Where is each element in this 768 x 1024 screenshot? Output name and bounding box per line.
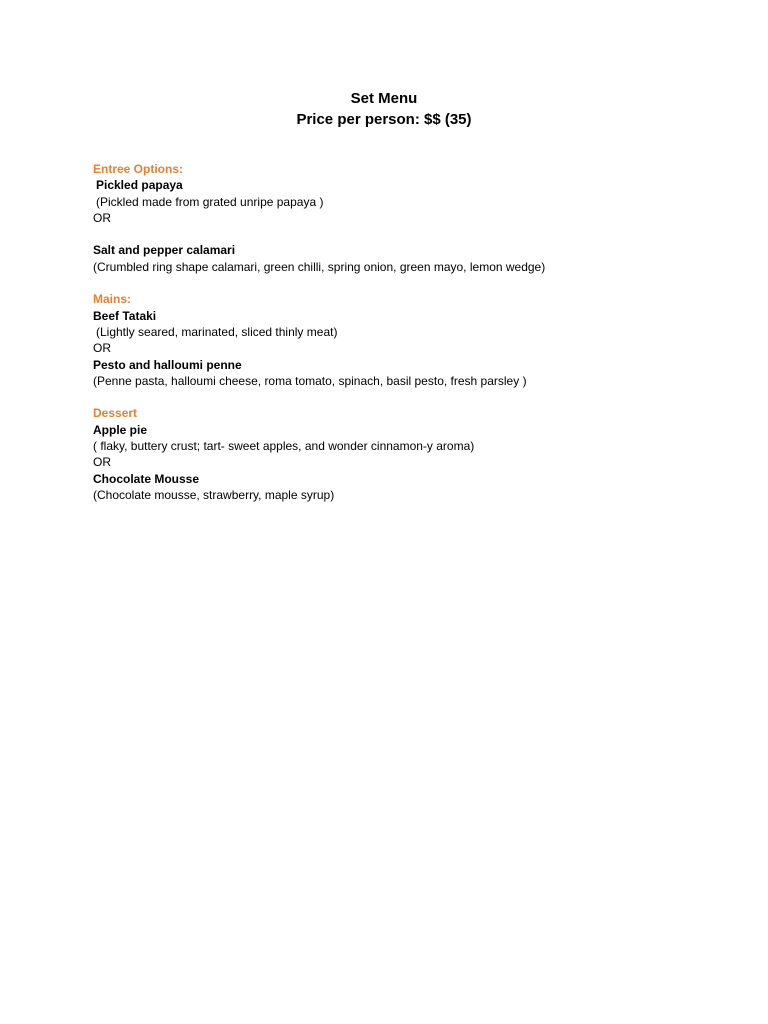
entree-item-2-name: Salt and pepper calamari bbox=[93, 243, 236, 258]
entree-heading: Entree Options: bbox=[93, 162, 184, 176]
entree-item-1-name: Pickled papaya bbox=[96, 178, 183, 193]
mains-item-2-description: (Penne pasta, halloumi cheese, roma tomato, spinach, basil pesto, fresh parsley ) bbox=[93, 373, 527, 388]
mains-item-2-name: Pesto and halloumi penne bbox=[93, 357, 242, 372]
dessert-item-1-name: Apple pie bbox=[93, 422, 148, 437]
spacer bbox=[93, 226, 693, 242]
menu-title: Set Menu bbox=[350, 90, 418, 107]
mains-item-1-name: Beef Tataki bbox=[93, 308, 157, 323]
mains-or-separator: OR bbox=[93, 341, 111, 356]
dessert-item-2-name: Chocolate Mousse bbox=[93, 471, 200, 486]
entree-item-1-description: (Pickled made from grated unripe papaya ) bbox=[96, 194, 324, 209]
entree-section bbox=[93, 161, 693, 275]
dessert-heading: Dessert bbox=[93, 406, 138, 421]
mains-heading: Mains: bbox=[93, 292, 132, 307]
price-per-person: Price per person: $$ (35) bbox=[296, 111, 472, 128]
entree-or-separator: OR bbox=[93, 210, 111, 225]
menu-content bbox=[93, 161, 693, 520]
dessert-section bbox=[93, 405, 693, 503]
dessert-item-1-description: ( flaky, buttery crust; tart- sweet apples, and wonder cinnamon-y aroma) bbox=[93, 439, 475, 454]
menu-header bbox=[0, 88, 768, 130]
dessert-or-separator: OR bbox=[93, 455, 111, 470]
entree-item-2-description: (Crumbled ring shape calamari, green chilli, spring onion, green mayo, lemon wedge) bbox=[93, 259, 546, 274]
dessert-item-2-description: (Chocolate mousse, strawberry, maple syrup) bbox=[93, 487, 335, 502]
mains-section bbox=[93, 291, 693, 389]
mains-item-1-description: (Lightly seared, marinated, sliced thinly meat) bbox=[96, 324, 338, 339]
